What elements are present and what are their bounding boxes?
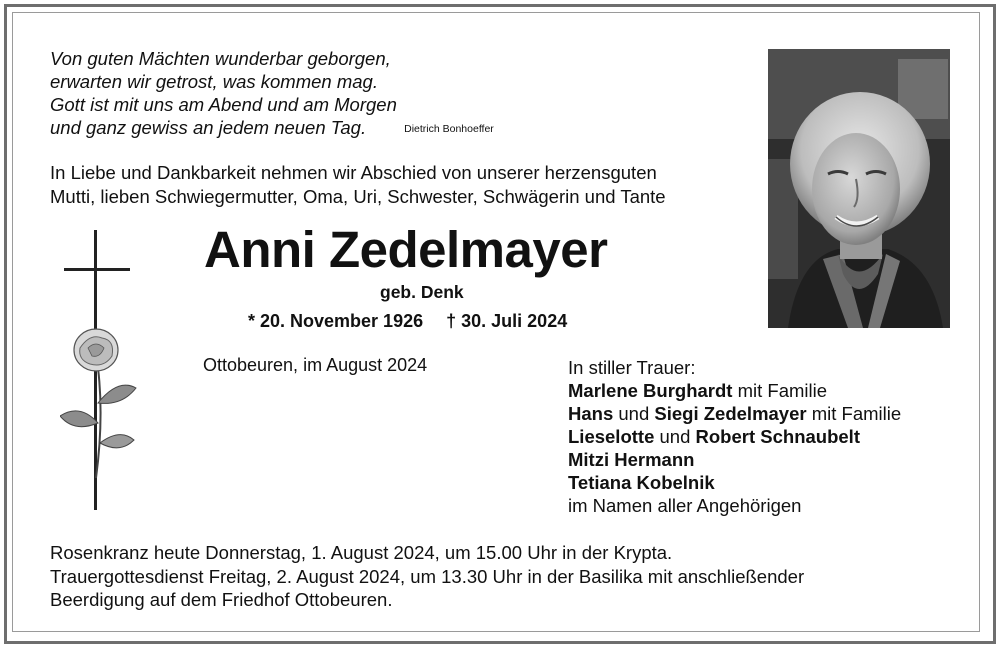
mourners-heading: In stiller Trauer: [568, 357, 696, 378]
poem-line: Von guten Mächten wunderbar geborgen, [50, 48, 391, 69]
mourner-suffix: mit Familie [806, 403, 902, 424]
mourner-name: Siegi Zedelmayer [654, 403, 807, 424]
poem-last-line: und ganz gewiss an jedem neuen Tag. [50, 117, 367, 138]
intro-text [50, 161, 666, 209]
poem-line [50, 116, 494, 141]
mourners-closing: im Namen aller Angehörigen [568, 495, 802, 516]
mourner-name: Robert Schnaubelt [695, 426, 860, 447]
portrait-photo [768, 49, 950, 328]
poem [50, 47, 494, 141]
mourner-row [568, 402, 901, 425]
life-dates [248, 311, 567, 332]
mourner-conjunction: und [654, 426, 696, 447]
funeral-line: Trauergottesdienst Freitag, 2. August 2024, um 13.30 Uhr in der Basilika mit anschließender [50, 565, 805, 587]
mourner-conjunction: und [613, 403, 655, 424]
mourners-list [568, 356, 901, 517]
death-date: † 30. Juli 2024 [446, 311, 568, 331]
portrait-illustration [768, 49, 950, 328]
poem-line: erwarten wir getrost, was kommen mag. [50, 71, 378, 92]
birth-date: * 20. November 1926 [248, 311, 424, 331]
poem-author: Dietrich Bonhoeffer [404, 123, 494, 135]
maiden-name: geb. Denk [380, 282, 464, 302]
mourner-suffix: mit Familie [732, 380, 828, 401]
mourner-row [568, 448, 901, 471]
funeral-line: Beerdigung auf dem Friedhof Ottobeuren. [50, 589, 393, 610]
cross-rose-graphic [60, 228, 138, 513]
mourner-name: Marlene Burghardt [568, 380, 733, 401]
funeral-line: Rosenkranz heute Donnerstag, 1. August 2024, um 15.00 Uhr in der Krypta. [50, 542, 673, 563]
cross-with-rose-icon [60, 228, 138, 513]
poem-line: Gott ist mit uns am Abend und am Morgen [50, 94, 397, 115]
funeral-info [50, 541, 804, 612]
intro-line: In Liebe und Dankbarkeit nehmen wir Abschied von unserer herzensguten [50, 162, 657, 183]
mourner-row [568, 379, 901, 402]
mourner-name: Tetiana Kobelnik [568, 472, 715, 493]
mourner-name: Hans [568, 403, 614, 424]
mourner-name: Mitzi Hermann [568, 449, 695, 470]
intro-line: Mutti, lieben Schwiegermutter, Oma, Uri, Schwester, Schwägerin und Tante [50, 186, 666, 207]
mourner-name: Lieselotte [568, 426, 655, 447]
deceased-name: Anni Zedelmayer [204, 221, 608, 278]
mourner-row [568, 425, 901, 448]
mourner-row [568, 471, 901, 494]
place-date: Ottobeuren, im August 2024 [203, 355, 428, 375]
